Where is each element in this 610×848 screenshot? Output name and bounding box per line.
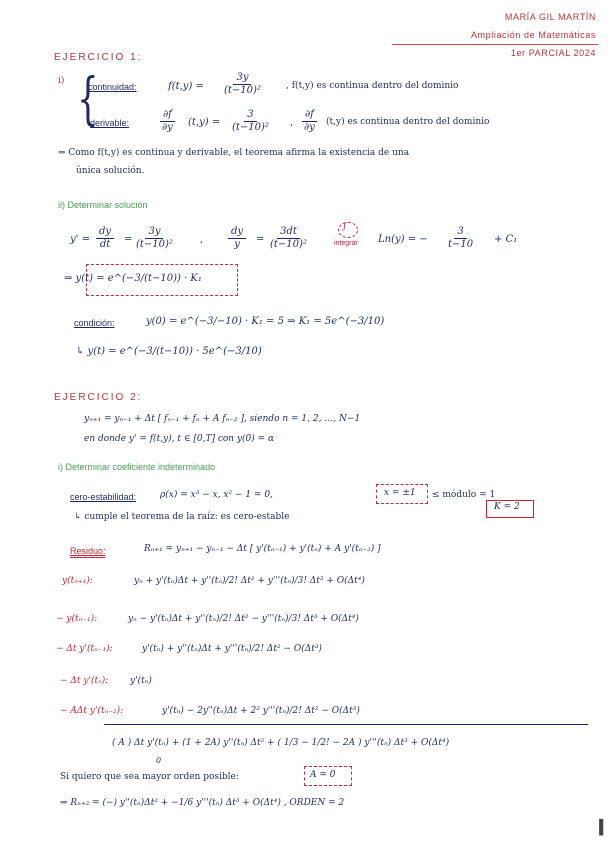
ej1-title: EJERCICIO 1:	[54, 52, 143, 63]
sep-den: (t−10)²	[270, 239, 307, 250]
cont-den: (t−10)²	[224, 85, 261, 96]
ln-lhs: Ln(y) = −	[378, 234, 428, 245]
row3-label: − Δt y'(tₙ₋₁):	[56, 644, 113, 654]
ode-rhs	[136, 226, 173, 251]
edge-mark: ▍	[599, 820, 610, 836]
cont-lhs: f(t,y) =	[168, 81, 204, 92]
zero-k: K = 2	[494, 502, 520, 512]
header-course: Ampliación de Matemáticas	[470, 30, 596, 40]
zero-conclusion: ↳ cumple el teorema de la raíz: es cero-estable	[74, 512, 290, 522]
sep-dy: dy	[228, 226, 246, 239]
ode-den: (t−10)²	[136, 239, 173, 250]
sep-eq: =	[256, 234, 265, 245]
ej2-title: EJERCICIO 2:	[54, 392, 143, 403]
cont-fraction	[224, 72, 261, 97]
deriv-den: (t−10)²	[232, 122, 269, 133]
sep-rhs	[270, 226, 307, 251]
deriv-text-num: ∂f	[302, 109, 317, 122]
header-author: MARÍA GIL MARTÍN	[504, 12, 596, 22]
derivable-label: derivable:	[90, 118, 130, 128]
row3: y'(tₙ) + y''(tₙ)Δt + y'''(tₙ)/2! Δt² − O(Δt³)	[142, 644, 322, 654]
ode-num: 3y	[145, 226, 163, 239]
ode-eq: =	[124, 234, 133, 245]
sum-line: ( A ) Δt y'(tₙ) + (1 + 2A) y''(tₙ) Δt² + ( 1/3 − 1/2! − 2A ) y'''(tₙ) Δt³ + O(Δt⁴)	[112, 738, 450, 748]
order-a: A = 0	[310, 770, 336, 780]
final-residual: ⇒ Rₙ₊₂ = (−) y''(tₙ)Δt² + −1/6 y'''(tₙ) Δt³ + O(Δt⁴) , ORDEN = 2	[60, 798, 345, 808]
header-divider	[392, 44, 598, 45]
scheme: yₙ₊₁ = yₙ₋₁ + Δt [ fₙ₋₁ + fₙ + A fₙ₋₂ ], siendo n = 1, 2, …, N−1	[84, 414, 361, 424]
continuity-label: continuidad:	[88, 82, 137, 92]
zero-roots: x = ±1	[384, 488, 416, 498]
deriv-lhs-arg: (t,y) =	[188, 117, 221, 128]
residuo-eq: Rₙ₊₁ = yₙ₊₁ − yₙ₋₁ − Δt [ y'(tₙ₋₁) + y'(tₙ) + A y'(tₙ₋₂) ]	[144, 544, 381, 554]
deriv-fraction	[232, 109, 269, 134]
deriv-text: (t,y) es continua dentro del dominio	[326, 117, 490, 127]
cont-num: 3y	[233, 72, 251, 85]
deriv-text-fraction	[302, 109, 317, 134]
exam-page: MARÍA GIL MARTÍN Ampliación de Matemáticas 1er PARCIAL 2024 EJERCICIO 1: i) { continuidad: f(t,y) = $\frac{3y}{\text{(t−10)²}}$ , f(t,y) es continua dentro del dominio derivable: $\frac{\partial f}{\partial y}$ (t,y) = $\frac{3}{\text{(t−10)²}}$ , $\frac{\partial f}{\partial y}$ (t,y) es continua dentro del dominio ⇒ Como f(t,y) es continua y derivable, el teorema afirma la existencia de una única solución. ii) Determinar solución y' = $\frac{dy}{dt}$ = $\frac{3y}{\text{(t−10)²}}$ , $\frac{dy}{y}$ = $\frac{3dt}{\text{(t−10)²}}$ ∫ integrar Ln(y) = − $\frac{3}{t-10}$ + C₁ ⇒ y(t) = e^(−3/(t−10)) · K₁ condición: y(0) = e^(−3/−10) · K₁ = 5 ⇒ K₁ = 5e^(−3/10) ↳ y(t) = e^(−3/(t−10)) · 5e^(−3/10) EJERCICIO 2: yₙ₊₁ = yₙ₋₁ + Δt [ fₙ₋₁ + fₙ + A fₙ₋₂ ], siendo n = 1, 2, …, N−1 en donde y' = f(t,y), t ∈ [0,T] con y(0) = α i) Determinar coeficiente indeterminado cero-estabilidad: ρ(x) = x³ − x, x² − 1 = 0, x = ±1 ≤ módulo = 1 K = 2 ↳ cumple el teorema de la raíz: es cero-estable Residuo: Rₙ₊₁ = yₙ₊₁ − yₙ₋₁ − Δt [ y'(tₙ₋₁) + y'(tₙ) + A y'(tₙ₋₂) ] y(tₙ₊₁): yₙ + y'(tₙ)Δt + y''(tₙ)/2! Δt² + y'''(tₙ)/3! Δt³ + O(Δt⁴) − y(tₙ₋₁): yₙ − y'(tₙ)Δt + y''(tₙ)/2! Δt² − y'''(tₙ)/3! Δt³ + O(Δt⁴) − Δt y'(tₙ₋₁): y'(tₙ) + y''(tₙ)Δt + y'''(tₙ)/2! Δt² − O(Δt³) − Δt y'(tₙ): y'(tₙ) − AΔt y'(tₙ₋₂): y'(tₙ) − 2y''(tₙ)Δt + 2² y'''(tₙ)/2! Δt² − O(Δt³) ( A ) Δt y'(tₙ) + (1 + 2A) y''(tₙ) Δt² + ( 1/3 − 1/2! − 2A ) y'''(tₙ) Δt³ + O(Δt⁴) 0 Si quiero que sea mayor orden posible: A = 0 ⇒ Rₙ₊₂ = (−) y''(tₙ)Δt² + −1/6 y'''(tₙ) Δt³ + O(Δt⁴) , ORDEN = 2 ▍	[54, 12, 610, 836]
deriv-lhs-num: ∂f	[160, 109, 175, 122]
residuo-label: Residuo:	[70, 546, 106, 556]
zero-eq: ρ(x) = x³ − x, x² − 1 = 0,	[160, 490, 273, 500]
row5: y'(tₙ) − 2y''(tₙ)Δt + 2² y'''(tₙ)/2! Δt² − O(Δt³)	[162, 706, 360, 716]
zero-mod: ≤ módulo = 1	[432, 490, 496, 500]
row2: yₙ − y'(tₙ)Δt + y''(tₙ)/2! Δt² − y'''(tₙ)/3! Δt³ + O(Δt⁴)	[128, 614, 359, 624]
ej2-i-title: i) Determinar coeficiente indeterminado	[58, 462, 216, 472]
header-exam: 1er PARCIAL 2024	[510, 48, 596, 58]
row1: yₙ + y'(tₙ)Δt + y''(tₙ)/2! Δt² + y'''(tₙ)/3! Δt³ + O(Δt⁴)	[134, 576, 365, 586]
sum-rule	[104, 724, 588, 725]
conclusion-line-1: ⇒ Como f(t,y) es continua y derivable, el teorema afirma la existencia de una	[58, 148, 410, 158]
ej1-i-label: i)	[58, 76, 65, 86]
ln-rhs	[448, 226, 473, 251]
zero-stability-label: cero-estabilidad:	[70, 492, 137, 502]
deriv-lhs-fraction	[160, 109, 175, 134]
general-solution: ⇒ y(t) = e^(−3/(t−10)) · K₁	[64, 273, 202, 284]
ode-dt: dt	[99, 239, 111, 250]
deriv-num: 3	[244, 109, 256, 122]
condition-label: condición:	[74, 318, 115, 328]
ln-num: 3	[454, 226, 466, 239]
row4-label: − Δt y'(tₙ):	[60, 676, 109, 686]
ode-dy: dy	[96, 226, 114, 239]
deriv-text-den: ∂y	[304, 122, 315, 133]
sep-num: 3dt	[277, 226, 300, 239]
row4: y'(tₙ)	[130, 676, 152, 686]
scheme-where: en donde y' = f(t,y), t ∈ [0,T] con y(0) = α	[84, 434, 275, 444]
ln-den: t−10	[448, 239, 474, 250]
ode-left: y' =	[70, 234, 90, 245]
ej1-ii-title: ii) Determinar solución	[58, 200, 148, 210]
sep-y: y	[234, 239, 240, 250]
sum-zero: 0	[156, 756, 162, 765]
final-solution: ↳ y(t) = e^(−3/(t−10)) · 5e^(−3/10)	[76, 346, 262, 357]
row1-label: y(tₙ₊₁):	[62, 576, 93, 586]
ln-c: + C₁	[494, 234, 518, 245]
condition-eq: y(0) = e^(−3/−10) · K₁ = 5 ⇒ K₁ = 5e^(−3/10)	[146, 316, 385, 327]
order-text: Si quiero que sea mayor orden posible:	[60, 772, 239, 782]
integrate-marker	[338, 222, 358, 238]
row2-label: − y(tₙ₋₁):	[56, 614, 98, 624]
conclusion-line-2: única solución.	[76, 166, 145, 176]
curly-brace: {	[77, 67, 99, 132]
ode-dydt	[96, 226, 114, 251]
integrar-note: integrar	[334, 240, 358, 247]
deriv-lhs-den: ∂y	[162, 122, 173, 133]
row5-label: − AΔt y'(tₙ₋₂):	[60, 706, 124, 716]
sep-dyy	[228, 226, 246, 251]
cont-text: , f(t,y) es continua dentro del dominio	[286, 81, 459, 91]
